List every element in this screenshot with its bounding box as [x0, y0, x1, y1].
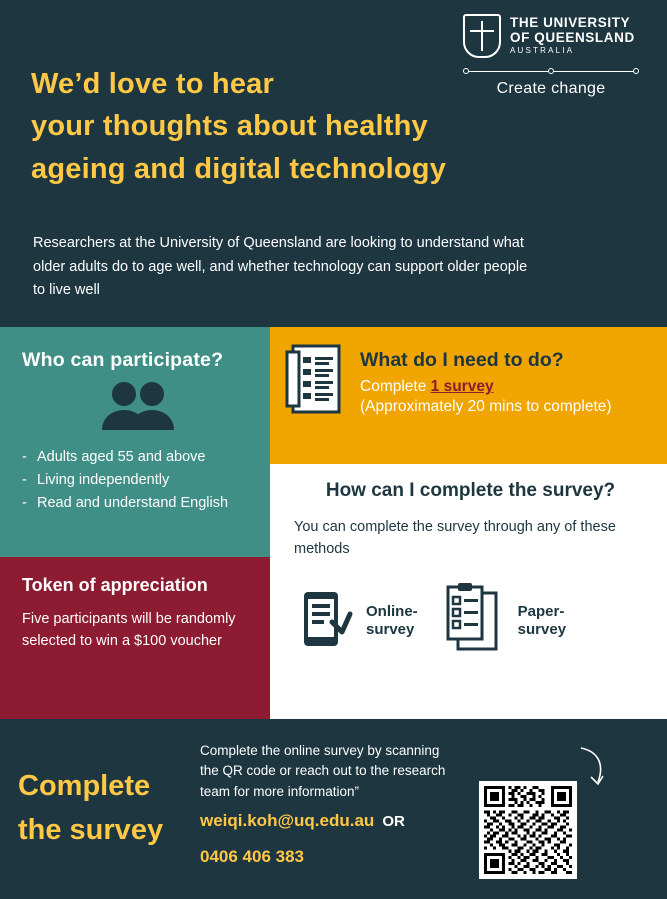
contact-or: OR	[382, 813, 405, 830]
method-label-line2: survey	[517, 621, 567, 639]
contact-email-row	[200, 811, 405, 831]
method-paper-survey	[440, 583, 566, 660]
footer-instructions: Complete the online survey by scanning the QR code or reach out to the research team for more information”	[200, 743, 446, 799]
document-list-icon	[284, 341, 346, 464]
clipboard-icon	[440, 583, 508, 660]
what-to-do-panel	[270, 327, 667, 464]
participate-title: Who can participate?	[22, 349, 224, 371]
page-title	[31, 63, 531, 190]
criteria-label: Adults aged 55 and above	[37, 449, 206, 465]
contact-phone[interactable]: 0406 406 383	[200, 847, 304, 866]
uq-tagline: Create change	[496, 80, 606, 97]
criteria-label: Read and understand English	[37, 494, 229, 511]
what-to-do-title: What do I need to do?	[360, 349, 564, 371]
footer-title-line1: Complete	[18, 770, 151, 802]
what-to-do-line1	[360, 378, 612, 396]
method-label-line1: Paper-	[517, 602, 565, 620]
what-to-do-duration: (Approximately 20 mins to complete)	[360, 398, 612, 415]
what-to-do-texts	[360, 341, 612, 464]
list-item: - Living independently	[22, 471, 170, 488]
footer-title	[18, 765, 208, 852]
uq-logo-line1: THE UNIVERSITY	[510, 15, 631, 31]
methods-list	[294, 583, 647, 660]
participate-criteria-list	[22, 446, 252, 515]
people-icon	[22, 380, 252, 436]
list-item: - Adults aged 55 and above	[22, 449, 206, 465]
token-title: Token of appreciation	[22, 575, 208, 595]
left-column	[0, 327, 270, 719]
uq-crest-icon	[463, 14, 501, 58]
right-column	[270, 327, 667, 719]
how-to-title: How can I complete the survey?	[325, 480, 616, 501]
mobile-phone-icon	[294, 588, 356, 655]
headline-line-1: We’d love to hear	[31, 68, 274, 100]
uq-logo-line2: OF QUEENSLAND	[510, 29, 635, 45]
how-to-body: You can complete the survey through any of these methods	[294, 519, 616, 558]
header-section	[0, 0, 667, 327]
curved-arrow-icon	[578, 746, 608, 790]
survey-count: 1 survey	[430, 378, 494, 395]
method-online-survey	[294, 583, 418, 660]
criteria-label: Living independently	[37, 471, 170, 488]
intro-paragraph: Researchers at the University of Queensland are looking to understand what older adults do to age well, and whether technology can support older people to live well	[33, 235, 528, 299]
token-panel	[0, 557, 270, 719]
complete-prefix: Complete	[360, 378, 431, 395]
headline-line-2: your thoughts about healthy	[31, 110, 428, 143]
uq-logo-line3: AUSTRALIA	[510, 46, 575, 56]
token-body: Five participants will be randomly selected to win a $100 voucher	[22, 611, 236, 650]
uq-logo-row	[463, 14, 639, 58]
how-to-panel	[270, 464, 667, 719]
method-label	[366, 603, 418, 641]
middle-section	[0, 327, 667, 719]
method-label-line2: survey	[366, 621, 415, 639]
footer-title-line2: the survey	[18, 813, 164, 846]
method-label-line1: Online-	[366, 602, 418, 620]
list-item: - Read and understand English	[22, 494, 229, 511]
contact-email[interactable]: weiqi.koh@uq.edu.au	[200, 811, 375, 830]
uq-logo-words	[510, 16, 635, 56]
participate-panel	[0, 327, 270, 557]
footer-section	[0, 719, 667, 899]
method-label	[518, 603, 566, 641]
headline-line-3: ageing and digital technology	[31, 152, 447, 185]
qr-code[interactable]	[479, 781, 577, 879]
